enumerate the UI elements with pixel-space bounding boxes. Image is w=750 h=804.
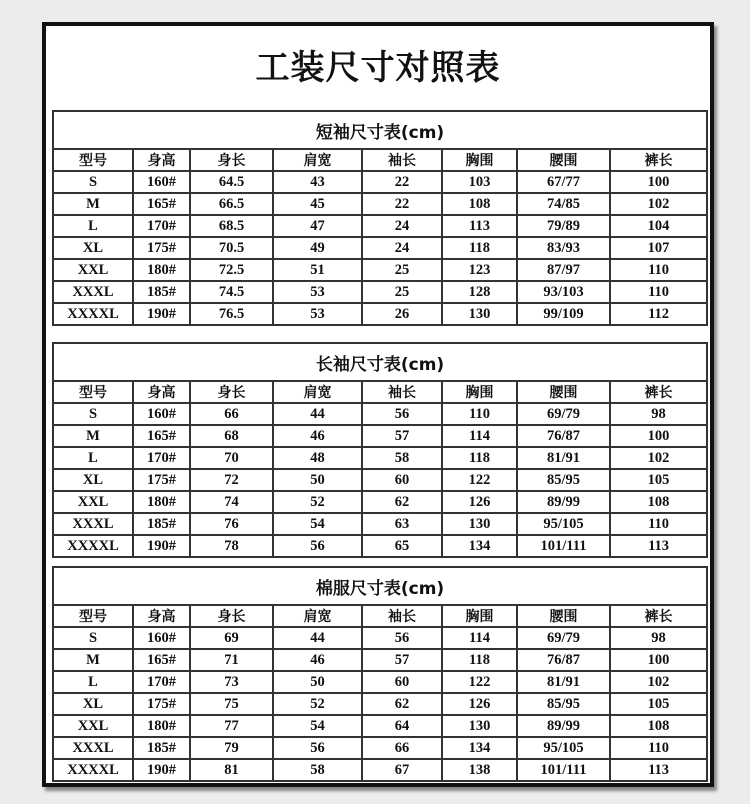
table-cell: 81/91 — [517, 671, 610, 693]
table-cell: 190# — [133, 759, 190, 781]
table-cell: 62 — [362, 693, 442, 715]
table-cell: 130 — [442, 513, 517, 535]
column-header: 肩宽 — [273, 381, 362, 403]
table-cell: 160# — [133, 171, 190, 193]
table-cell: 65 — [362, 535, 442, 557]
table-cell: 170# — [133, 447, 190, 469]
cotton-coat-table — [52, 566, 708, 782]
table-cell: 185# — [133, 281, 190, 303]
table-cell: 102 — [610, 447, 707, 469]
long-sleeve-table — [52, 342, 708, 558]
table-cell: XXL — [53, 715, 133, 737]
table-cell: 56 — [273, 535, 362, 557]
table-cell: 64.5 — [190, 171, 273, 193]
table-cell: 126 — [442, 693, 517, 715]
column-header: 肩宽 — [273, 149, 362, 171]
table-row — [53, 469, 707, 491]
column-header: 身高 — [133, 149, 190, 171]
table-cell: 68 — [190, 425, 273, 447]
table-cell: XXXXL — [53, 535, 133, 557]
column-header: 身长 — [190, 149, 273, 171]
table-cell: 52 — [273, 693, 362, 715]
table-cell: 79/89 — [517, 215, 610, 237]
table-row — [53, 303, 707, 325]
table-cell: 24 — [362, 237, 442, 259]
table-cell: 47 — [273, 215, 362, 237]
table-cell: 64 — [362, 715, 442, 737]
column-header: 身高 — [133, 605, 190, 627]
table-cell: 57 — [362, 425, 442, 447]
table-cell: 160# — [133, 403, 190, 425]
table-row — [53, 671, 707, 693]
table-row — [53, 491, 707, 513]
table-cell: 53 — [273, 281, 362, 303]
table-cell: 60 — [362, 469, 442, 491]
table-cell: 73 — [190, 671, 273, 693]
table-cell: 78 — [190, 535, 273, 557]
table-cell: 43 — [273, 171, 362, 193]
table-cell: 160# — [133, 627, 190, 649]
table-cell: 180# — [133, 715, 190, 737]
table-cell: 76 — [190, 513, 273, 535]
table-row — [53, 215, 707, 237]
column-header: 型号 — [53, 381, 133, 403]
table-cell: 72 — [190, 469, 273, 491]
table-row — [53, 627, 707, 649]
table-row — [53, 425, 707, 447]
table-row — [53, 535, 707, 557]
table-cell: 138 — [442, 759, 517, 781]
table-cell: L — [53, 215, 133, 237]
table-cell: XXL — [53, 491, 133, 513]
table-cell: 25 — [362, 259, 442, 281]
table-cell: 180# — [133, 491, 190, 513]
column-header: 裤长 — [610, 605, 707, 627]
table-cell: M — [53, 425, 133, 447]
table-caption: 棉服尺寸表(cm) — [53, 567, 707, 605]
table-cell: 44 — [273, 627, 362, 649]
table-cell: 170# — [133, 671, 190, 693]
table-cell: S — [53, 171, 133, 193]
table-cell: 54 — [273, 513, 362, 535]
table-cell: 66 — [362, 737, 442, 759]
table-cell: 98 — [610, 627, 707, 649]
table-cell: M — [53, 193, 133, 215]
table-cell: XXXXL — [53, 303, 133, 325]
table-cell: 165# — [133, 425, 190, 447]
table-cell: 175# — [133, 469, 190, 491]
table-cell: 67 — [362, 759, 442, 781]
table-cell: 100 — [610, 425, 707, 447]
table-cell: 69/79 — [517, 403, 610, 425]
table-cell: 190# — [133, 303, 190, 325]
table-cell: 70.5 — [190, 237, 273, 259]
table-cell: 58 — [273, 759, 362, 781]
table-cell: XXXL — [53, 513, 133, 535]
table-cell: 108 — [610, 715, 707, 737]
table-cell: 190# — [133, 535, 190, 557]
table-cell: 95/105 — [517, 737, 610, 759]
table-cell: 101/111 — [517, 535, 610, 557]
table-caption: 短袖尺寸表(cm) — [53, 111, 707, 149]
table-row — [53, 447, 707, 469]
table-cell: 134 — [442, 535, 517, 557]
column-header: 胸围 — [442, 149, 517, 171]
table-cell: 118 — [442, 237, 517, 259]
table-cell: 185# — [133, 737, 190, 759]
table-cell: 25 — [362, 281, 442, 303]
column-header: 裤长 — [610, 381, 707, 403]
table-cell: 50 — [273, 671, 362, 693]
table-cell: 128 — [442, 281, 517, 303]
table-cell: 85/95 — [517, 693, 610, 715]
table-cell: 89/99 — [517, 715, 610, 737]
table-cell: 122 — [442, 671, 517, 693]
table-cell: 102 — [610, 193, 707, 215]
table-cell: 74/85 — [517, 193, 610, 215]
table-row — [53, 403, 707, 425]
page-title: 工装尺寸对照表 — [255, 48, 501, 88]
table-cell: 118 — [442, 447, 517, 469]
table-row — [53, 281, 707, 303]
table-cell: 100 — [610, 649, 707, 671]
table-cell: 49 — [273, 237, 362, 259]
table-row — [53, 737, 707, 759]
table-row — [53, 513, 707, 535]
table-cell: 100 — [610, 171, 707, 193]
table-cell: 66.5 — [190, 193, 273, 215]
table-cell: 101/111 — [517, 759, 610, 781]
column-header: 身长 — [190, 605, 273, 627]
column-header: 型号 — [53, 605, 133, 627]
table-cell: 76/87 — [517, 425, 610, 447]
column-header: 袖长 — [362, 149, 442, 171]
table-cell: 110 — [610, 513, 707, 535]
table-cell: 130 — [442, 303, 517, 325]
table-cell: 22 — [362, 193, 442, 215]
table-cell: L — [53, 447, 133, 469]
table-cell: XXXXL — [53, 759, 133, 781]
table-cell: 83/93 — [517, 237, 610, 259]
table-cell: 175# — [133, 693, 190, 715]
table-row — [53, 759, 707, 781]
table-cell: 68.5 — [190, 215, 273, 237]
table-row — [53, 237, 707, 259]
table-cell: 66 — [190, 403, 273, 425]
table-cell: 81 — [190, 759, 273, 781]
table-cell: 134 — [442, 737, 517, 759]
table-cell: 58 — [362, 447, 442, 469]
table-cell: 87/97 — [517, 259, 610, 281]
table-cell: 110 — [610, 259, 707, 281]
table-cell: 130 — [442, 715, 517, 737]
table-cell: 180# — [133, 259, 190, 281]
table-cell: 48 — [273, 447, 362, 469]
table-cell: S — [53, 403, 133, 425]
table-cell: 185# — [133, 513, 190, 535]
table-cell: 54 — [273, 715, 362, 737]
column-header: 腰围 — [517, 605, 610, 627]
table-cell: 51 — [273, 259, 362, 281]
table-cell: 122 — [442, 469, 517, 491]
table-cell: 98 — [610, 403, 707, 425]
table-cell: 70 — [190, 447, 273, 469]
table-cell: 105 — [610, 693, 707, 715]
table-cell: XXL — [53, 259, 133, 281]
table-cell: XXXL — [53, 737, 133, 759]
table-cell: 69 — [190, 627, 273, 649]
table-cell: 170# — [133, 215, 190, 237]
table-cell: 74 — [190, 491, 273, 513]
table-cell: 75 — [190, 693, 273, 715]
table-cell: 53 — [273, 303, 362, 325]
table-row — [53, 171, 707, 193]
table-row — [53, 715, 707, 737]
table-cell: 76/87 — [517, 649, 610, 671]
table-cell: 62 — [362, 491, 442, 513]
table-caption: 长袖尺寸表(cm) — [53, 343, 707, 381]
table-cell: 89/99 — [517, 491, 610, 513]
table-cell: 71 — [190, 649, 273, 671]
table-cell: 95/105 — [517, 513, 610, 535]
table-row — [53, 259, 707, 281]
column-header: 裤长 — [610, 149, 707, 171]
table-cell: 57 — [362, 649, 442, 671]
table-cell: 113 — [610, 759, 707, 781]
column-header: 胸围 — [442, 605, 517, 627]
table-cell: XL — [53, 469, 133, 491]
table-cell: 113 — [442, 215, 517, 237]
column-header: 腰围 — [517, 149, 610, 171]
table-cell: 56 — [362, 627, 442, 649]
size-chart-frame — [42, 22, 714, 787]
table-cell: 44 — [273, 403, 362, 425]
table-cell: 99/109 — [517, 303, 610, 325]
table-cell: 46 — [273, 649, 362, 671]
table-cell: XXXL — [53, 281, 133, 303]
table-cell: 113 — [610, 535, 707, 557]
table-cell: 103 — [442, 171, 517, 193]
table-cell: 56 — [273, 737, 362, 759]
table-row — [53, 693, 707, 715]
table-row — [53, 193, 707, 215]
table-cell: 165# — [133, 193, 190, 215]
short-sleeve-table — [52, 110, 708, 326]
table-cell: 60 — [362, 671, 442, 693]
table-cell: 110 — [442, 403, 517, 425]
table-cell: 67/77 — [517, 171, 610, 193]
table-cell: 110 — [610, 737, 707, 759]
table-cell: 114 — [442, 627, 517, 649]
table-row — [53, 649, 707, 671]
table-cell: M — [53, 649, 133, 671]
column-header: 肩宽 — [273, 605, 362, 627]
table-cell: 112 — [610, 303, 707, 325]
table-cell: 52 — [273, 491, 362, 513]
table-cell: 104 — [610, 215, 707, 237]
column-header: 身长 — [190, 381, 273, 403]
table-cell: 118 — [442, 649, 517, 671]
table-cell: 26 — [362, 303, 442, 325]
table-cell: XL — [53, 237, 133, 259]
table-cell: S — [53, 627, 133, 649]
table-cell: 108 — [610, 491, 707, 513]
table-cell: 72.5 — [190, 259, 273, 281]
table-cell: 79 — [190, 737, 273, 759]
column-header: 袖长 — [362, 605, 442, 627]
table-cell: 76.5 — [190, 303, 273, 325]
column-header: 胸围 — [442, 381, 517, 403]
column-header: 袖长 — [362, 381, 442, 403]
table-cell: 22 — [362, 171, 442, 193]
column-header: 型号 — [53, 149, 133, 171]
table-cell: 93/103 — [517, 281, 610, 303]
table-cell: 175# — [133, 237, 190, 259]
table-cell: XL — [53, 693, 133, 715]
column-header: 腰围 — [517, 381, 610, 403]
table-cell: 69/79 — [517, 627, 610, 649]
table-cell: 108 — [442, 193, 517, 215]
table-cell: 77 — [190, 715, 273, 737]
table-cell: 85/95 — [517, 469, 610, 491]
table-cell: 165# — [133, 649, 190, 671]
table-cell: 56 — [362, 403, 442, 425]
table-cell: 126 — [442, 491, 517, 513]
table-cell: 50 — [273, 469, 362, 491]
column-header: 身高 — [133, 381, 190, 403]
table-cell: 114 — [442, 425, 517, 447]
table-cell: 81/91 — [517, 447, 610, 469]
table-cell: 74.5 — [190, 281, 273, 303]
table-cell: 123 — [442, 259, 517, 281]
table-cell: 63 — [362, 513, 442, 535]
table-cell: L — [53, 671, 133, 693]
table-cell: 107 — [610, 237, 707, 259]
table-cell: 24 — [362, 215, 442, 237]
table-cell: 46 — [273, 425, 362, 447]
table-cell: 102 — [610, 671, 707, 693]
table-cell: 45 — [273, 193, 362, 215]
table-cell: 105 — [610, 469, 707, 491]
table-cell: 110 — [610, 281, 707, 303]
